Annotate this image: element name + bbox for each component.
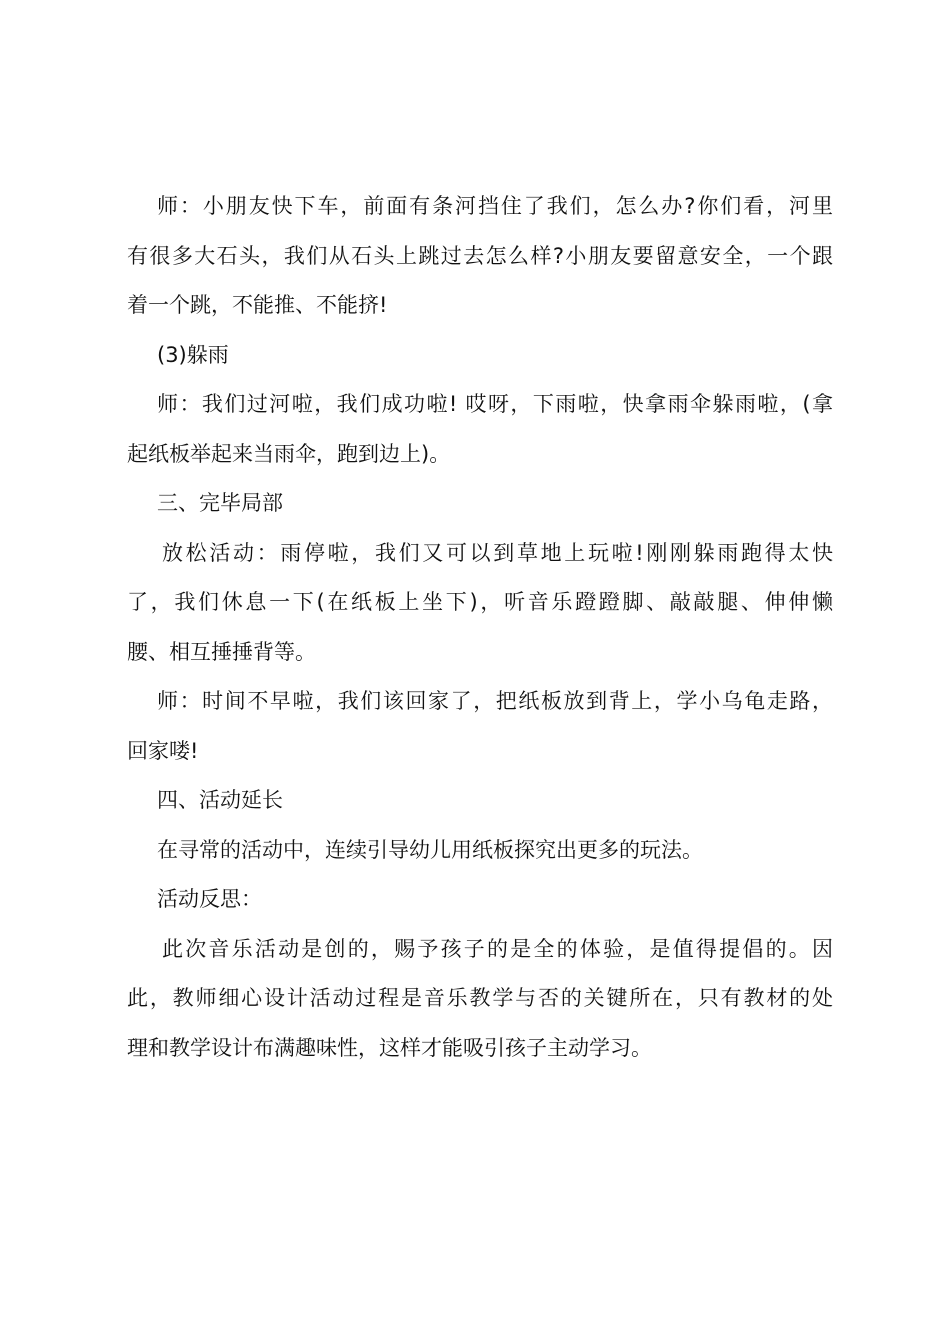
section-heading: 四、活动延长 xyxy=(157,788,283,812)
paragraph-line: 在寻常的活动中，连续引导幼儿用纸板探究出更多的玩法。 xyxy=(157,837,703,862)
paragraph-line: 理和教学设计布满趣味性，这样才能吸引孩子主动学习。 xyxy=(127,1035,652,1060)
paragraph-line: 师：我们过河啦，我们成功啦! 哎呀，下雨啦，快拿雨伞躲雨啦，(拿 xyxy=(157,392,833,416)
paragraph-line: 此次音乐活动是创的，赐予孩子的是全的体验，是值得提倡的。因 xyxy=(162,936,833,961)
section-heading: 活动反思： xyxy=(157,887,262,911)
paragraph-line: 起纸板举起来当雨伞，跑到边上)。 xyxy=(127,441,451,466)
paragraph-line: 有很多大石头，我们从石头上跳过去怎么样?小朋友要留意安全，一个跟 xyxy=(127,243,833,268)
paragraph-line: 此，教师细心设计活动过程是音乐教学与否的关键所在，只有教材的处 xyxy=(127,986,833,1010)
paragraph-line: 了，我们休息一下(在纸板上坐下)，听音乐蹬蹬脚、敲敲腿、伸伸懒 xyxy=(127,590,833,614)
paragraph-line: 着一个跳，不能推、不能挤! xyxy=(127,293,388,317)
paragraph-line: 回家喽! xyxy=(127,738,199,763)
document-body xyxy=(127,182,833,1073)
section-heading: (3)躲雨 xyxy=(157,342,229,367)
paragraph-line: 师：时间不早啦，我们该回家了，把纸板放到背上，学小乌龟走路， xyxy=(157,689,833,713)
paragraph-line: 师：小朋友快下车，前面有条河挡住了我们，怎么办?你们看，河里 xyxy=(157,194,833,218)
paragraph-line: 腰、相互捶捶背等。 xyxy=(127,639,316,664)
paragraph-line: 放松活动：雨停啦，我们又可以到草地上玩啦!刚刚躲雨跑得太快 xyxy=(162,540,833,565)
section-heading: 三、完毕局部 xyxy=(157,491,283,515)
